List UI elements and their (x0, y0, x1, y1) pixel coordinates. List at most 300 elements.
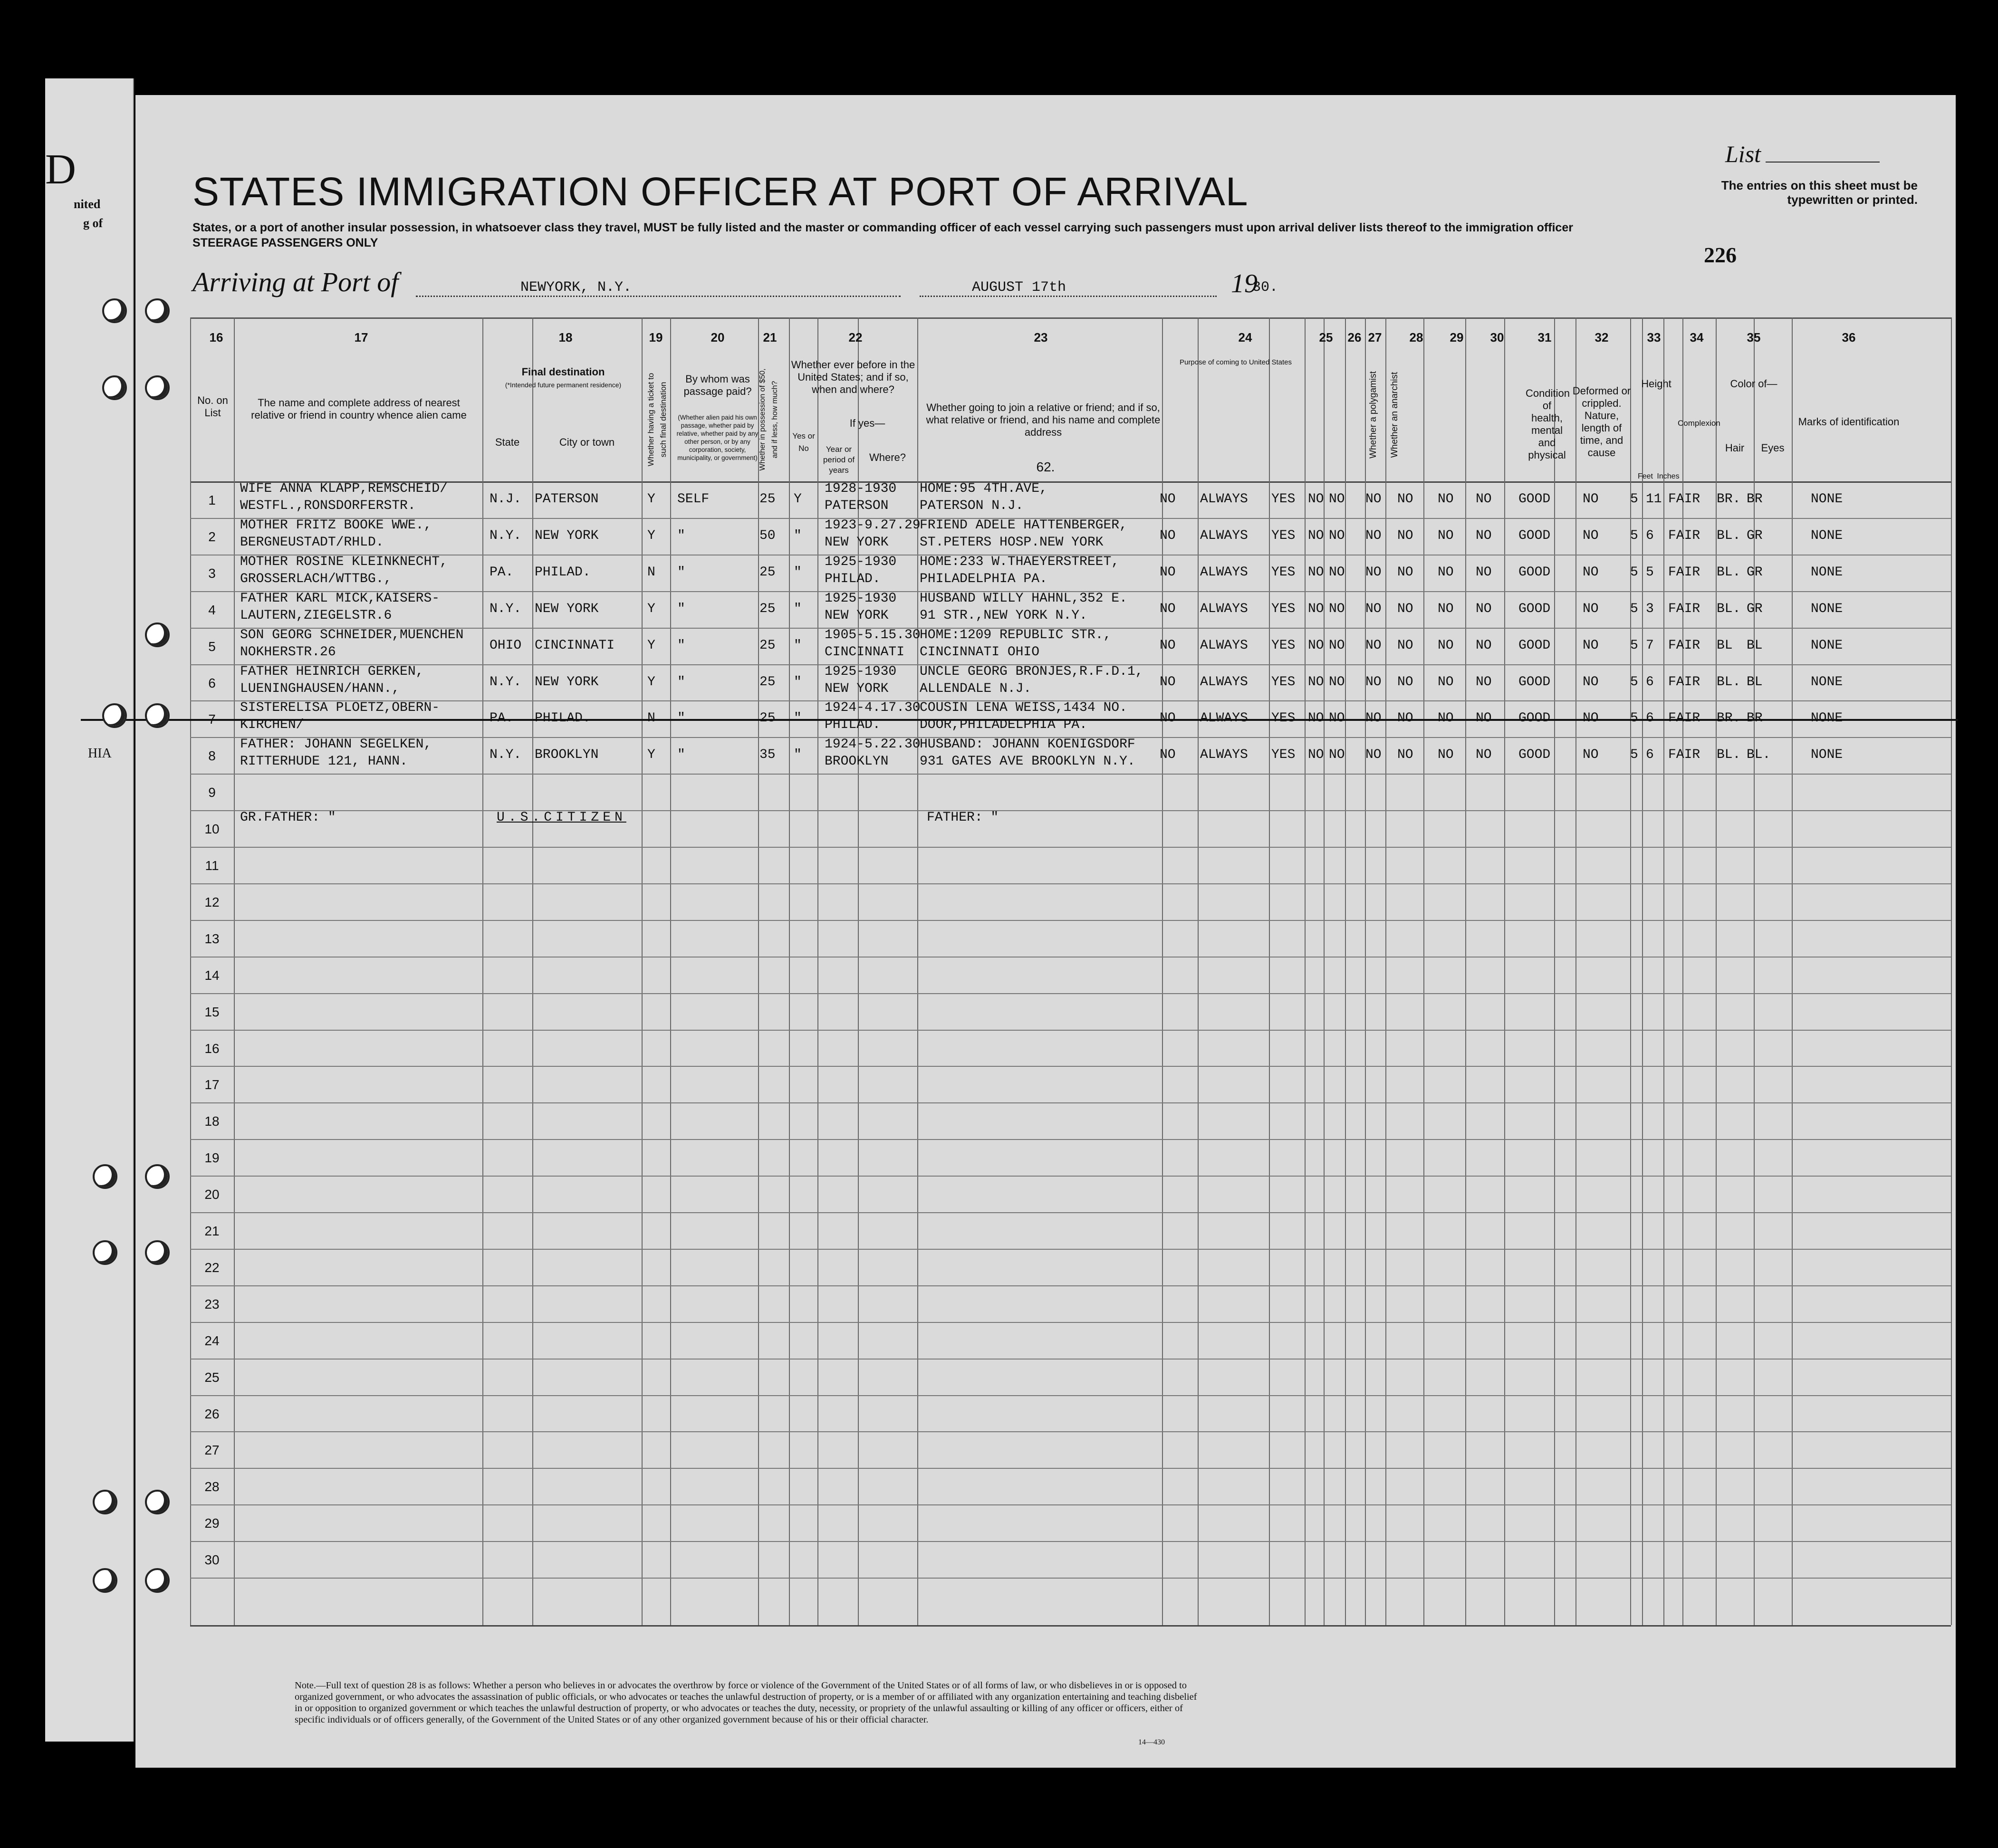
hdr-yes-no: Yes or No (792, 431, 815, 453)
hdr-joining: Whether going to join a relative or friend; and if so, what relative or friend, and his name and complete address (926, 402, 1161, 438)
grid-column-line (1365, 317, 1366, 1625)
row-8-deformed: NO (1583, 747, 1599, 762)
row-3-years: 1925-1930 (825, 555, 897, 569)
row-3-rel1: MOTHER ROSINE KLEINKNECHT, (240, 555, 448, 569)
grid-row-line (190, 1030, 1951, 1031)
grid-row-line (190, 1468, 1951, 1469)
punch-hole (145, 622, 170, 647)
row-8-marks: NONE (1811, 747, 1843, 762)
row-7-feet: 5 (1630, 711, 1638, 726)
row-5-c26: NO (1329, 638, 1345, 653)
page-title: STATES IMMIGRATION OFFICER AT PORT OF ARRIVAL (192, 169, 1249, 214)
row-8-c25: NO (1308, 747, 1324, 762)
row-7-state: PA. (490, 711, 514, 726)
row-2-c26: NO (1329, 528, 1345, 543)
grid-row-line (190, 1541, 1951, 1542)
row-7-where: PHILAD. (825, 718, 881, 732)
row-3-c26: NO (1329, 565, 1345, 580)
row-7-c27: NO (1365, 711, 1382, 726)
row-3-inches: 5 (1646, 565, 1654, 580)
grid-column-line (917, 317, 918, 1625)
row-6-inches: 6 (1646, 675, 1654, 689)
row-6-join2: ALLENDALE N.J. (920, 681, 1032, 696)
row-1-state: N.J. (490, 492, 522, 507)
punch-hole (102, 298, 127, 323)
row-number: 20 (204, 1187, 220, 1202)
row-1-stay: ALWAYS (1200, 492, 1248, 507)
row-2-citizen: YES (1271, 528, 1296, 543)
row-6-ticket: Y (647, 675, 655, 689)
row-5-fifty: 25 (759, 638, 776, 653)
subtitle: States, or a port of another insular possession, in whatsoever class they travel, MUST be fully listed and the master or commanding officer of each vessel carrying such passengers must upon arrival deliver lists thereof to the immigration officer (192, 221, 1573, 234)
hdr-anarchist: Whether an anarchist (1390, 372, 1400, 458)
punch-hole (93, 1164, 117, 1189)
row-5-rel2: NOKHERSTR.26 (240, 645, 336, 660)
grid-row-line (190, 1285, 1951, 1286)
grid-row-line (190, 847, 1951, 848)
row-3-c25: NO (1308, 565, 1324, 580)
grid-row-line (190, 1322, 1951, 1323)
grid-column-line (858, 317, 859, 1625)
row-1-join1: HOME:95 4TH.AVE, (920, 481, 1047, 496)
row-2-feet: 5 (1630, 528, 1638, 543)
row-6-years: 1925-1930 (825, 664, 897, 679)
row-6-eyes: BL (1747, 675, 1763, 689)
row-6-stay: ALWAYS (1200, 675, 1248, 689)
row-5-c27: NO (1365, 638, 1382, 653)
row-7-c28: NO (1397, 711, 1413, 726)
row-5-state: OHIO (490, 638, 522, 653)
row-number: 7 (208, 712, 216, 727)
grid-row-line (190, 810, 1951, 811)
row-4-c25: NO (1308, 602, 1324, 616)
row-4-c29: NO (1438, 602, 1454, 616)
row-7-inches: 6 (1646, 711, 1654, 726)
row-3-ticket: N (647, 565, 655, 580)
row-3-fifty: 25 (759, 565, 776, 580)
hdr-color-of: Color of— (1730, 378, 1777, 390)
left-page-line1: nited (74, 197, 101, 211)
row-2-c25: NO (1308, 528, 1324, 543)
col-num-30: 30 (1490, 330, 1504, 345)
hdr-paid-by: By whom was passage paid? (683, 373, 752, 397)
row-4-join2: 91 STR.,NEW YORK N.Y. (920, 608, 1087, 623)
col-num-19: 19 (649, 330, 663, 345)
grid-row-line (190, 957, 1951, 958)
row-4-rel1: FATHER KARL MICK,KAISERS- (240, 591, 440, 606)
row-4-inches: 3 (1646, 602, 1654, 616)
row-4-years: 1925-1930 (825, 591, 897, 606)
row-2-hair: BL. (1717, 528, 1741, 543)
row-3-hair: BL. (1717, 565, 1741, 580)
row-8-state: N.Y. (490, 747, 522, 762)
row-8-hair: BL. (1717, 747, 1741, 762)
hdr-marks: Marks of identification (1798, 416, 1900, 428)
row-number: 11 (205, 858, 219, 873)
row-1-c29: NO (1438, 492, 1454, 507)
row-3-where: PHILAD. (825, 572, 881, 586)
hdr-state: State (495, 436, 520, 448)
row-4-rel2: LAUTERN,ZIEGELSTR.6 (240, 608, 392, 623)
row-1-citizen: YES (1271, 492, 1296, 507)
col-num-27: 27 (1368, 330, 1382, 345)
row-5-marks: NONE (1811, 638, 1843, 653)
hdr-ticket: Whether having a ticket to such final destination (646, 373, 668, 467)
row-number: 3 (208, 566, 216, 581)
row6-strikeout (81, 719, 1958, 721)
grid-column-line (1682, 317, 1683, 1625)
row-8-ticket: Y (647, 747, 655, 762)
row9-destination: U.S.CITIZEN (497, 810, 626, 825)
row-6-c26: NO (1329, 675, 1345, 689)
row-4-c28: NO (1397, 602, 1413, 616)
row-1-c28: NO (1397, 492, 1413, 507)
hdr-polygamist: Whether a polygamist (1368, 371, 1378, 459)
punch-hole (93, 1240, 117, 1265)
port-line (416, 296, 901, 297)
row-7-join2: DOOR,PHILADELPHIA PA. (920, 718, 1087, 732)
row-8-feet: 5 (1630, 747, 1638, 762)
row-5-city: CINCINNATI (535, 638, 615, 653)
row-3-intent: NO (1160, 565, 1176, 580)
row-7-eyes: BR (1747, 711, 1763, 726)
row-7-c30: NO (1476, 711, 1492, 726)
row-1-c25: NO (1308, 492, 1324, 507)
row-1-fifty: 25 (759, 492, 776, 507)
row-2-complexion: FAIR (1668, 528, 1700, 543)
row-3-c29: NO (1438, 565, 1454, 580)
row-2-ticket: Y (647, 528, 655, 543)
row-1-inches: 11 (1646, 492, 1662, 507)
row-6-c30: NO (1476, 675, 1492, 689)
hdr-paid-by-note: (Whether alien paid his own passage, whether paid by relative, whether paid by any other person, or by any corporation, society, municipality, or government) (676, 414, 759, 461)
row-2-fifty: 50 (759, 528, 776, 543)
row9-relative: GR.FATHER: " (240, 810, 336, 825)
grid-column-line (1324, 317, 1325, 1625)
row-6-deformed: NO (1583, 675, 1599, 689)
grid-column-line (234, 317, 235, 1625)
row-2-inches: 6 (1646, 528, 1654, 543)
row-4-health: GOOD (1518, 602, 1551, 616)
row-7-fifty: 25 (759, 711, 776, 726)
row-5-join1: HOME:1209 REPUBLIC STR., (920, 628, 1112, 642)
row-3-state: PA. (490, 565, 514, 580)
row-number: 23 (204, 1297, 220, 1312)
footnote-question-28: Note.—Full text of question 28 is as follows: Whether a person who believes in or advocates the overthrow by force or violence of the Government of the United States or of all forms of law, or who disbelieves in or is opposed to organized government, or who advocates the assassination of public officials, or who advocates or teaches the unlawful destruction of property, or is a member of or affiliated with any organization entertaining and teaching disbelief in or opposition to organized government or which teaches the unlawful destruction of property, or who advocates or teaches the duty, necessity, or propriety of the unlawful assaulting or killing of any officer or officers, either of specific individuals or of officers generally, of the Government of the United States or of any other organized government because of his or their official character. (295, 1680, 1197, 1725)
row-number: 30 (204, 1552, 220, 1567)
grid-column-line (642, 317, 643, 1625)
grid-column-line (1504, 317, 1505, 1625)
row-3-c30: NO (1476, 565, 1492, 580)
row-2-c29: NO (1438, 528, 1454, 543)
grid-row-line (190, 1139, 1951, 1140)
row-4-paid: " (677, 602, 685, 616)
row-4-marks: NONE (1811, 602, 1843, 616)
row-5-deformed: NO (1583, 638, 1599, 653)
row-6-city: NEW YORK (535, 675, 599, 689)
row-2-yn: " (794, 528, 802, 543)
col-num-21: 21 (763, 330, 777, 345)
col-num-18: 18 (558, 330, 573, 345)
row-3-yn: " (794, 565, 802, 580)
row-3-feet: 5 (1630, 565, 1638, 580)
row-6-hair: BL. (1717, 675, 1741, 689)
grid-bottom (190, 1625, 1951, 1627)
col-num-29: 29 (1450, 330, 1464, 345)
row-number: 12 (204, 895, 220, 910)
row-3-rel2: GROSSERLACH/WTTBG., (240, 572, 392, 586)
row-6-c29: NO (1438, 675, 1454, 689)
row-8-join1: HUSBAND: JOHANN KOENIGSDORF (920, 737, 1135, 752)
row-2-stay: ALWAYS (1200, 528, 1248, 543)
row-1-c30: NO (1476, 492, 1492, 507)
grid-column-line (670, 317, 671, 1625)
grid-column-line (1385, 317, 1386, 1625)
row-6-yn: " (794, 675, 802, 689)
row-5-years: 1905-5.15.30 (825, 628, 921, 642)
row-5-paid: " (677, 638, 685, 653)
header-bottom (190, 481, 1951, 483)
row-5-citizen: YES (1271, 638, 1296, 653)
row-8-paid: " (677, 747, 685, 762)
row-8-health: GOOD (1518, 747, 1551, 762)
row-5-hair: BL (1717, 638, 1733, 653)
punch-hole (145, 1240, 170, 1265)
grid-row-line (190, 1578, 1951, 1579)
row-3-complexion: FAIR (1668, 565, 1700, 580)
arriving-label: Arriving at Port of (192, 267, 399, 297)
row-5-c25: NO (1308, 638, 1324, 653)
row-8-c26: NO (1329, 747, 1345, 762)
row-number: 15 (204, 1005, 220, 1019)
row-2-marks: NONE (1811, 528, 1843, 543)
row-3-join1: HOME:233 W.THAEYERSTREET, (920, 555, 1120, 569)
row-number: 18 (204, 1114, 220, 1129)
row-7-complexion: FAIR (1668, 711, 1700, 726)
row-number: 26 (204, 1407, 220, 1421)
row-8-c30: NO (1476, 747, 1492, 762)
row-2-join1: FRIEND ADELE HATTENBERGER, (920, 518, 1127, 533)
row-7-deformed: NO (1583, 711, 1599, 726)
row-7-citizen: YES (1271, 711, 1296, 726)
grid-column-line (789, 317, 790, 1625)
row-5-intent: NO (1160, 638, 1176, 653)
row-1-health: GOOD (1518, 492, 1551, 507)
row-number: 10 (204, 822, 220, 836)
row-6-state: N.Y. (490, 675, 522, 689)
row-number: 1 (208, 493, 216, 507)
row-1-deformed: NO (1583, 492, 1599, 507)
date-line (920, 296, 1217, 297)
row-5-rel1: SON GEORG SCHNEIDER,MUENCHEN (240, 628, 464, 642)
row-2-state: N.Y. (490, 528, 522, 543)
row-8-rel2: RITTERHUDE 121, HANN. (240, 754, 408, 769)
row-5-yn: " (794, 638, 802, 653)
col-num-20: 20 (711, 330, 725, 345)
row-2-deformed: NO (1583, 528, 1599, 543)
row-4-join1: HUSBAND WILLY HAHNL,352 E. (920, 591, 1127, 606)
grid-column-line (1305, 317, 1306, 1625)
list-line (1766, 162, 1880, 163)
year-prefix: 19 (1231, 269, 1258, 298)
row-1-where: PATERSON (825, 498, 889, 513)
punch-hole (145, 1568, 170, 1593)
row-1-c27: NO (1365, 492, 1382, 507)
row-5-feet: 5 (1630, 638, 1638, 653)
row-4-hair: BL. (1717, 602, 1741, 616)
row-6-c28: NO (1397, 675, 1413, 689)
row-6-feet: 5 (1630, 675, 1638, 689)
hdr-hair: Hair (1725, 442, 1745, 454)
row-3-c27: NO (1365, 565, 1382, 580)
row-7-c25: NO (1308, 711, 1324, 726)
punch-hole (145, 1164, 170, 1189)
hdr-before: Whether ever before in the United States; and if so, when and where? (791, 359, 915, 395)
hdr-inches: Inches (1657, 472, 1680, 480)
row-8-complexion: FAIR (1668, 747, 1700, 762)
row-2-years: 1923-9.27.29 (825, 518, 921, 533)
row-number: 9 (208, 785, 216, 800)
row-4-c26: NO (1329, 602, 1345, 616)
row-2-where: NEW YORK (825, 535, 889, 550)
row-4-city: NEW YORK (535, 602, 599, 616)
punch-hole (145, 375, 170, 400)
hdr-eyes: Eyes (1761, 442, 1785, 454)
row-3-join2: PHILADELPHIA PA. (920, 572, 1047, 586)
row-1-yn: Y (794, 492, 802, 507)
row-2-c28: NO (1397, 528, 1413, 543)
row-8-stay: ALWAYS (1200, 747, 1248, 762)
row-6-rel2: LUENINGHAUSEN/HANN., (240, 681, 400, 696)
row-2-join2: ST.PETERS HOSP.NEW YORK (920, 535, 1104, 550)
grid-column-line (817, 317, 818, 1625)
row-number: 13 (204, 931, 220, 946)
row-2-rel2: BERGNEUSTADT/RHLD. (240, 535, 384, 550)
row-7-hair: BR. (1717, 711, 1741, 726)
punch-hole (93, 1568, 117, 1593)
row-3-stay: ALWAYS (1200, 565, 1248, 580)
row-8-fifty: 35 (759, 747, 776, 762)
row-number: 17 (204, 1077, 220, 1092)
row-6-fifty: 25 (759, 675, 776, 689)
row-6-paid: " (677, 675, 685, 689)
grid-row-line (190, 920, 1951, 921)
row-3-citizen: YES (1271, 565, 1296, 580)
grid-column-line (1162, 317, 1163, 1625)
grid-row-line (190, 1176, 1951, 1177)
grid-row-line (190, 1102, 1951, 1103)
row-number: 25 (204, 1370, 220, 1385)
grid-row-line (190, 1212, 1951, 1213)
row-3-health: GOOD (1518, 565, 1551, 580)
grid-column-line (1663, 317, 1664, 1625)
row9-joining: FATHER: " (927, 810, 999, 825)
row-number: 21 (204, 1224, 220, 1238)
grid-column-line (1642, 317, 1643, 1625)
grid-row-line (190, 1431, 1951, 1432)
row-6-citizen: YES (1271, 675, 1296, 689)
row-5-health: GOOD (1518, 638, 1551, 653)
row-5-c28: NO (1397, 638, 1413, 653)
row-4-intent: NO (1160, 602, 1176, 616)
col-num-32: 32 (1595, 330, 1609, 345)
row-6-where: NEW YORK (825, 681, 889, 696)
row-7-c29: NO (1438, 711, 1454, 726)
sheet-number: 226 (1704, 243, 1737, 267)
hdr-period: Year or period of years (823, 445, 855, 475)
row-3-eyes: GR (1747, 565, 1763, 580)
row-8-inches: 6 (1646, 747, 1654, 762)
row-4-feet: 5 (1630, 602, 1638, 616)
grid-column-line (1554, 317, 1555, 1625)
row-4-state: N.Y. (490, 602, 522, 616)
row-2-c27: NO (1365, 528, 1382, 543)
row-2-c30: NO (1476, 528, 1492, 543)
row-number: 6 (208, 676, 216, 690)
hdr-no-on-list: No. on List (197, 394, 228, 419)
row-4-c30: NO (1476, 602, 1492, 616)
row-1-c26: NO (1329, 492, 1345, 507)
grid-row-line (190, 1395, 1951, 1396)
row-5-c29: NO (1438, 638, 1454, 653)
col-num-23: 23 (1034, 330, 1048, 345)
row-7-health: GOOD (1518, 711, 1551, 726)
row-number: 8 (208, 748, 216, 763)
col-num-17: 17 (354, 330, 368, 345)
row-4-complexion: FAIR (1668, 602, 1700, 616)
hdr-if-yes: If yes— (849, 417, 885, 429)
row-number: 29 (204, 1516, 220, 1531)
grid-row-line (190, 993, 1951, 994)
col-num-34: 34 (1690, 330, 1704, 345)
grid-column-line (758, 317, 759, 1625)
grid-column-line (1269, 317, 1270, 1625)
row-1-city: PATERSON (535, 492, 599, 507)
grid-row-line (190, 1066, 1951, 1067)
grid-row-line (190, 883, 1951, 884)
row-8-eyes: BL. (1747, 747, 1771, 762)
row-6-intent: NO (1160, 675, 1176, 689)
row-number: 28 (204, 1479, 220, 1494)
row-5-inches: 7 (1646, 638, 1654, 653)
left-page-edge (45, 78, 134, 1742)
date-value: AUGUST 17th (972, 279, 1066, 296)
row-7-years: 1924-4.17.30 (825, 700, 921, 715)
row-number: 14 (204, 968, 220, 983)
row-8-rel1: FATHER: JOHANN SEGELKEN, (240, 737, 432, 752)
grid-column-line (1716, 317, 1717, 1625)
grid-column-line (1198, 317, 1199, 1625)
col-num-24: 24 (1238, 330, 1252, 345)
row-number: 5 (208, 639, 216, 654)
row-7-yn: " (794, 711, 802, 726)
row-1-rel1: WIFE ANNA KLAPP,REMSCHEID/ (240, 481, 448, 496)
row-number: 4 (208, 603, 216, 617)
grid-column-line (482, 317, 483, 1625)
row-8-where: BROOKLYN (825, 754, 889, 769)
row-4-eyes: GR (1747, 602, 1763, 616)
row-1-feet: 5 (1630, 492, 1638, 507)
row-2-paid: " (677, 528, 685, 543)
row-4-stay: ALWAYS (1200, 602, 1248, 616)
hdr-deformed: Deformed or crippled. Nature, length of time, and cause (1572, 385, 1631, 459)
grid-column-line (1575, 317, 1576, 1625)
row-2-rel1: MOTHER FRITZ BOOKE WWE., (240, 518, 432, 533)
row-5-eyes: BL (1747, 638, 1763, 653)
row-6-rel1: FATHER HEINRICH GERKEN, (240, 664, 424, 679)
grid-row-line (190, 1249, 1951, 1250)
row-number: 19 (204, 1150, 220, 1165)
